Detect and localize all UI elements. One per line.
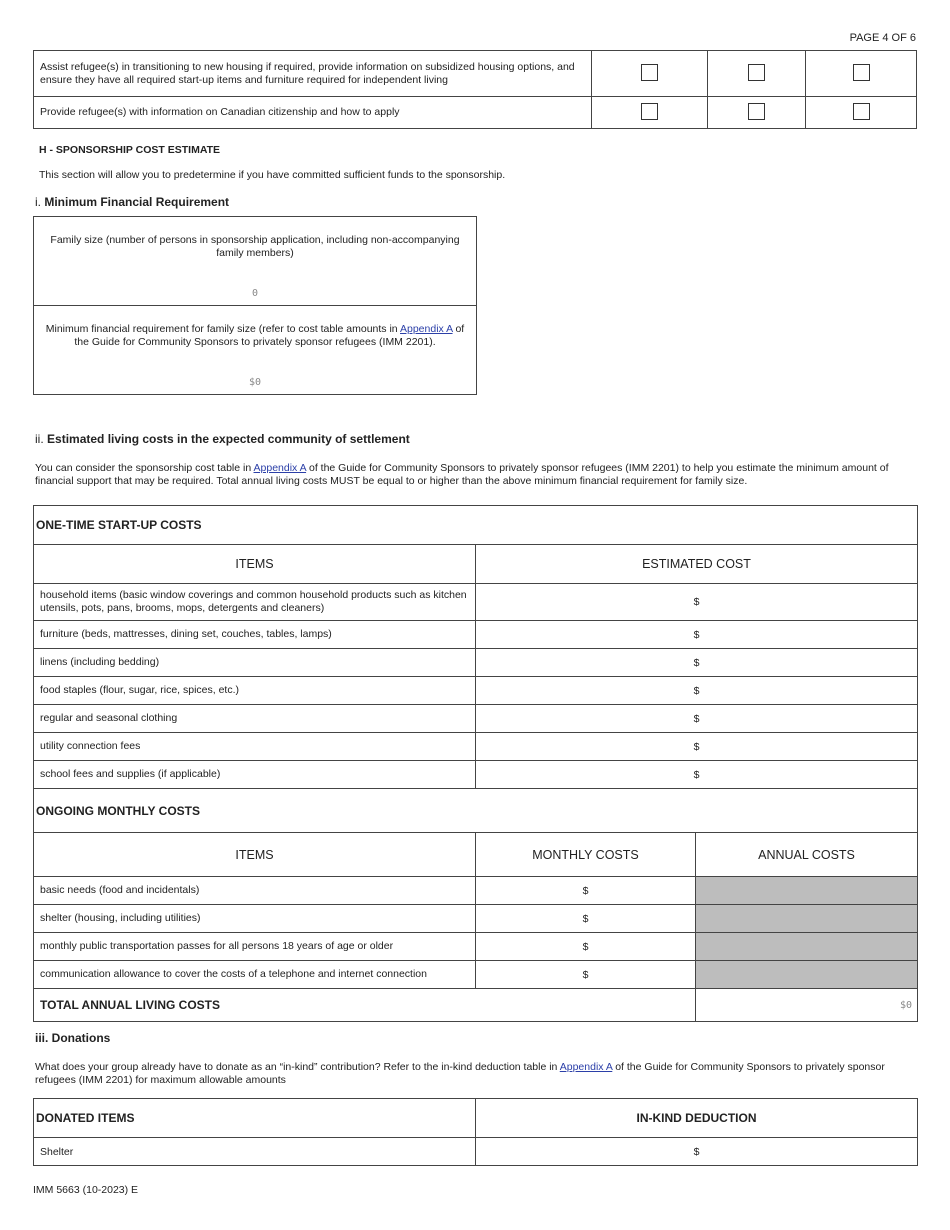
appendix-a-link[interactable]: Appendix A [559,1061,613,1073]
annual-cost-readonly [696,961,918,989]
annual-cost-readonly [696,933,918,961]
annual-cost-readonly [696,905,918,933]
monthly-cost-field[interactable]: $ [476,961,696,989]
heading-text: Minimum Financial Requirement [44,195,230,209]
monthly-item-label: monthly public transportation passes for all persons 18 years of age or older [34,933,476,961]
startup-cost-field[interactable]: $ [476,761,918,789]
col-annual-costs: ANNUAL COSTS [696,833,918,877]
heading-prefix: i. [35,195,41,209]
task-row [34,51,917,97]
task-checkbox-3[interactable] [853,64,870,81]
heading-text: iii. Donations [35,1031,111,1045]
appendix-a-link[interactable]: Appendix A [253,462,307,474]
startup-cost-field[interactable]: $ [476,621,918,649]
donations-heading [35,1031,110,1045]
startup-item-label: regular and seasonal clothing [34,705,476,733]
min-financial-field[interactable]: $0 [248,377,262,388]
living-costs-heading [35,432,410,446]
appendix-a-link[interactable]: Appendix A [400,323,453,335]
startup-cost-field[interactable]: $ [476,705,918,733]
annual-cost-readonly [696,877,918,905]
task-text: Provide refugee(s) with information on Canadian citizenship and how to apply [34,97,592,129]
task-row [34,97,917,129]
startup-item-label: household items (basic window coverings and common household products such as kitchen utensils, pots, pans, brooms, mops, detergents and cleaners) [34,584,476,621]
form-id: IMM 5663 (10-2023) E [33,1184,139,1196]
table-row [34,961,918,989]
startup-cost-field[interactable]: $ [476,733,918,761]
task-text: Assist refugee(s) in transitioning to new housing if required, provide information on subsidized housing options, and ensure they have all required start-up items and furniture required for independent living [34,51,592,97]
col-monthly-costs: MONTHLY COSTS [476,833,696,877]
col-estimated-cost: ESTIMATED COST [476,545,918,584]
table-row [34,677,918,705]
startup-cost-field[interactable]: $ [476,677,918,705]
monthly-cost-field[interactable]: $ [476,905,696,933]
family-size-field[interactable]: 0 [251,288,259,299]
monthly-cost-field[interactable]: $ [476,933,696,961]
startup-item-label: school fees and supplies (if applicable) [34,761,476,789]
page-number: PAGE 4 OF 6 [849,32,916,44]
min-financial-cell [34,305,476,394]
table-row [34,761,918,789]
living-costs-paragraph: You can consider the sponsorship cost table in Appendix A of the Guide for Community Sponsors to privately sponsor refugees (IMM 2201) to help you estimate the minimum amount of financial support that may be required. Total annual living costs MUST be equal to or higher than the above minimum financial requirement for family size. [35,462,889,487]
heading-text: Estimated living costs in the expected community of settlement [47,432,410,446]
table-row [34,905,918,933]
table-row [34,621,918,649]
task-checklist-table [33,50,917,129]
family-size-label: Family size (number of persons in sponsorship application, including non-accompanying family members) [50,234,460,259]
startup-item-label: utility connection fees [34,733,476,761]
monthly-item-label: basic needs (food and incidentals) [34,877,476,905]
living-costs-table [33,505,918,1022]
family-size-cell [34,217,476,305]
inkind-deduction-field[interactable]: $ [476,1138,918,1166]
table-row [34,933,918,961]
startup-item-label: linens (including bedding) [34,649,476,677]
startup-header: ONE-TIME START-UP COSTS [34,506,918,545]
table-row [34,877,918,905]
task-checkbox-1[interactable] [641,103,658,120]
total-annual-label: TOTAL ANNUAL LIVING COSTS [34,989,696,1022]
task-checkbox-3[interactable] [853,103,870,120]
donations-table [33,1098,918,1166]
table-row [34,649,918,677]
total-annual-value: $0 [696,989,918,1022]
monthly-item-label: shelter (housing, including utilities) [34,905,476,933]
startup-cost-field[interactable]: $ [476,649,918,677]
col-items: ITEMS [34,545,476,584]
min-req-heading [35,195,229,209]
section-title: H - SPONSORSHIP COST ESTIMATE [39,144,221,156]
heading-prefix: ii. [35,432,44,446]
monthly-header: ONGOING MONTHLY COSTS [34,789,918,833]
col-items: ITEMS [34,833,476,877]
startup-item-label: food staples (flour, sugar, rice, spices, etc.) [34,677,476,705]
table-row [34,733,918,761]
min-requirement-box [33,216,477,395]
startup-item-label: furniture (beds, mattresses, dining set, couches, tables, lamps) [34,621,476,649]
task-checkbox-2[interactable] [748,103,765,120]
table-row [34,584,918,621]
col-inkind-deduction: IN-KIND DEDUCTION [476,1099,918,1138]
donated-item-label: Shelter [34,1138,476,1166]
monthly-cost-field[interactable]: $ [476,877,696,905]
startup-cost-field[interactable]: $ [476,584,918,621]
donations-paragraph: What does your group already have to donate as an “in-kind” contribution? Refer to the in-kind deduction table in Appendix A of the Guide for Community Sponsors to privately sponsor refugees (IMM 2201) for maximum allowable amounts [35,1061,885,1086]
table-row [34,1138,918,1166]
task-checkbox-2[interactable] [748,64,765,81]
table-row [34,705,918,733]
min-financial-label: Minimum financial requirement for family size (refer to cost table amounts in Appendix A of the Guide for Community Sponsors to privately sponsor refugees (IMM 2201). [45,323,465,348]
col-donated-items: DONATED ITEMS [34,1099,476,1138]
monthly-item-label: communication allowance to cover the costs of a telephone and internet connection [34,961,476,989]
task-checkbox-1[interactable] [641,64,658,81]
section-intro: This section will allow you to predetermine if you have committed sufficient funds to the sponsorship. [39,169,506,181]
